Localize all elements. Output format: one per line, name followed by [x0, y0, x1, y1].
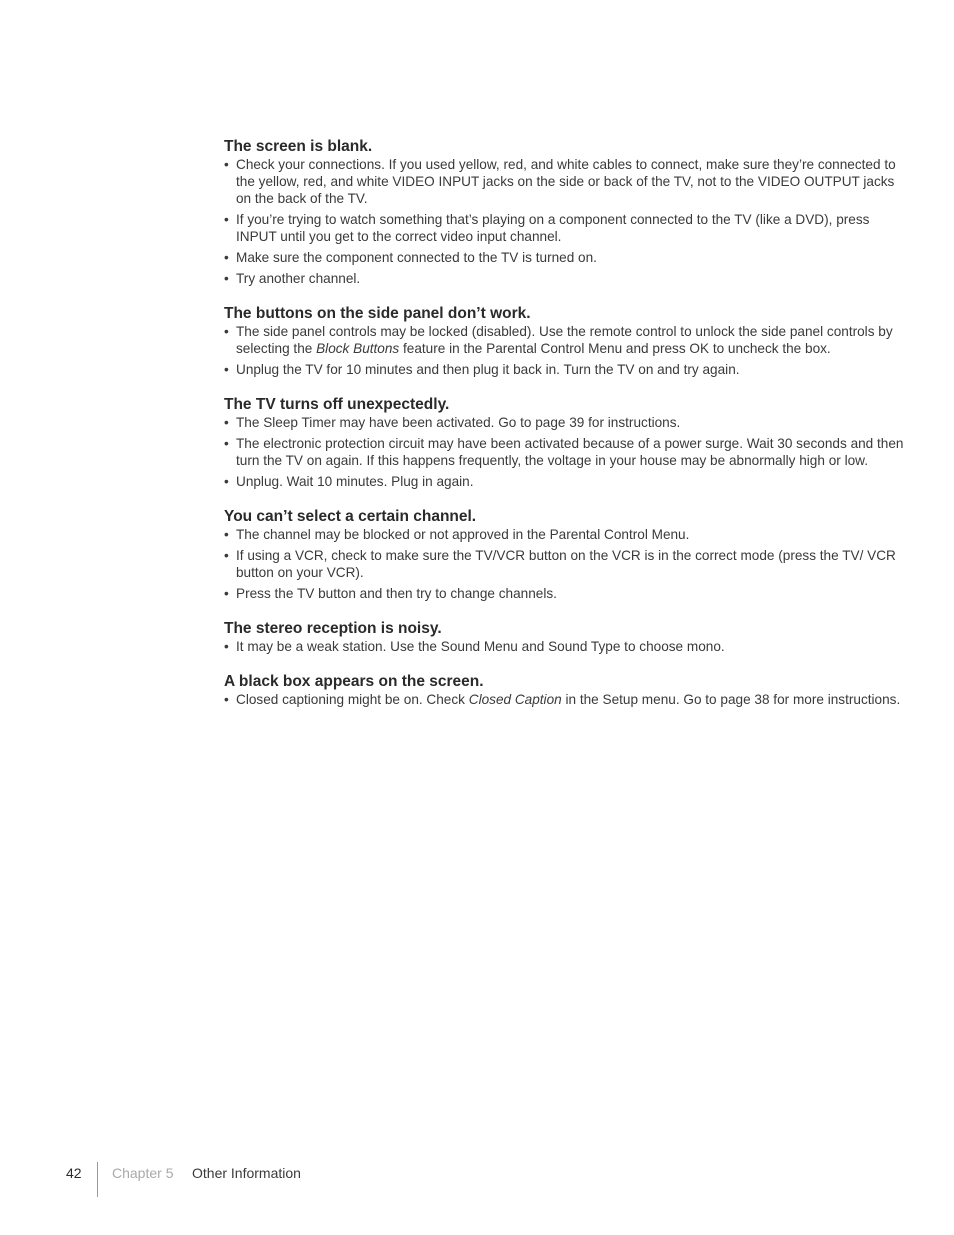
section-heading: The TV turns off unexpectedly. [224, 396, 450, 413]
section-heading: The stereo reception is noisy. [224, 620, 442, 637]
bullet-list [224, 156, 904, 287]
page-footer [66, 1162, 366, 1198]
list-item: • The electronic protection circuit may have been activated because of a power surge. Wait 30 seconds and then turn the TV on again. If this happens frequently, the voltage in your house may be abnormally high or low. [224, 435, 904, 469]
list-item [224, 323, 904, 357]
list-item: • It may be a weak station. Use the Sound Menu and Sound Type to choose mono. [224, 638, 904, 655]
list-item: • Press the TV button and then try to change channels. [224, 585, 904, 602]
list-item-text: Closed captioning might be on. Check [236, 692, 469, 707]
list-item: • If you’re trying to watch something that’s playing on a component connected to the TV (like a DVD), press INPUT until you get to the correct video input channel. [224, 211, 904, 245]
list-item [224, 691, 904, 708]
list-item-text: feature in the Parental Control Menu and press OK to uncheck the box. [399, 341, 831, 356]
section-heading: A black box appears on the screen. [224, 673, 484, 690]
section-heading: The screen is blank. [224, 138, 373, 155]
bullet-list [224, 323, 904, 378]
section-heading: You can’t select a certain channel. [224, 508, 477, 525]
list-item: • Unplug. Wait 10 minutes. Plug in again. [224, 473, 904, 490]
footer-divider [97, 1162, 98, 1197]
chapter-label: Chapter 5 [112, 1165, 174, 1181]
list-item: • Check your connections. If you used yellow, red, and white cables to connect, make sure they’re connected to the yellow, red, and white VIDEO INPUT jacks on the side or back of the TV, not to the VIDEO OUTPUT jacks on the back of the TV. [224, 156, 904, 207]
page-number: 42 [66, 1165, 82, 1181]
setting-name-emphasis: Closed Caption [468, 692, 562, 707]
page-content [224, 138, 904, 726]
feature-name-emphasis: Block Buttons [316, 341, 400, 356]
section-cannot-select-channel [224, 508, 904, 602]
bullet-list [224, 638, 904, 655]
section-side-panel-buttons [224, 305, 904, 378]
bullet-list [224, 414, 904, 490]
section-tv-turns-off [224, 396, 904, 490]
section-stereo-noisy [224, 620, 904, 655]
list-item: • If using a VCR, check to make sure the TV/VCR button on the VCR is in the correct mode (press the TV/ VCR button on your VCR). [224, 547, 904, 581]
list-item: • The channel may be blocked or not approved in the Parental Control Menu. [224, 526, 904, 543]
list-item: • Try another channel. [224, 270, 904, 287]
chapter-title: Other Information [192, 1165, 301, 1181]
bullet-list [224, 526, 904, 602]
list-item: • Unplug the TV for 10 minutes and then plug it back in. Turn the TV on and try again. [224, 361, 904, 378]
bullet-list [224, 691, 904, 708]
section-screen-blank [224, 138, 904, 287]
list-item-text: The side panel controls may be locked (disabled). Use the remote control to unlock the side panel controls by selecting the [236, 324, 893, 356]
list-item: • Make sure the component connected to the TV is turned on. [224, 249, 904, 266]
section-black-box [224, 673, 904, 708]
list-item: • The Sleep Timer may have been activated. Go to page 39 for instructions. [224, 414, 904, 431]
section-heading: The buttons on the side panel don’t work. [224, 305, 531, 322]
list-item-text: in the Setup menu. Go to page 38 for more instructions. [561, 692, 901, 707]
